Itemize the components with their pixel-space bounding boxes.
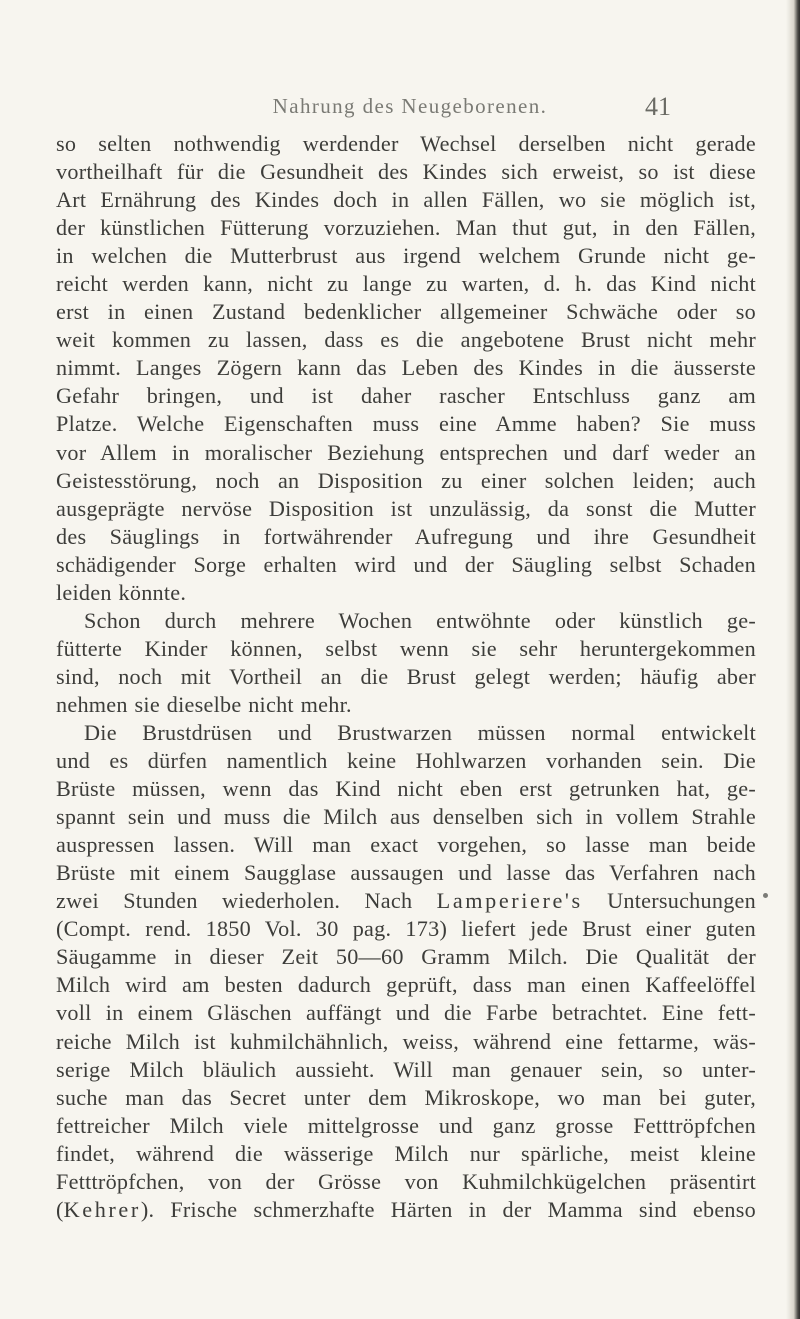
text-line: fütterte Kinder können, selbst wenn sie sehr heruntergekommen — [56, 635, 756, 661]
text-line: serige Milch bläulich aussieht. Will man genauer sein, so unter- — [56, 1056, 756, 1082]
text-line: reicht werden kann, nicht zu lange zu warten, d. h. das Kind nicht — [56, 271, 756, 297]
text-line: erst in einen Zustand bedenklicher allgemeiner Schwäche oder so — [56, 299, 756, 325]
text-line: Platze. Welche Eigenschaften muss eine Amme haben? Sie muss — [56, 411, 756, 437]
text-line: suche man das Secret unter dem Mikroskope, wo man bei guter, — [56, 1084, 756, 1110]
text-line: und es dürfen namentlich keine Hohlwarzen vorhanden sein. Die — [56, 748, 756, 774]
text-line: Die Brustdrüsen und Brustwarzen müssen normal entwickelt — [84, 719, 756, 745]
text-line: des Säuglings in fortwährender Aufregung und ihre Gesundheit — [56, 523, 756, 549]
margin-dot — [763, 893, 768, 898]
running-title: Nahrung des Neugeborenen. — [272, 94, 548, 118]
text-line: (Compt. rend. 1850 Vol. 30 pag. 173) liefert jede Brust einer guten — [56, 916, 756, 942]
text-line: reiche Milch ist kuhmilchähnlich, weiss, während eine fettarme, wäs- — [56, 1028, 756, 1054]
text-line: so selten nothwendig werdender Wechsel derselben nicht gerade — [56, 131, 756, 156]
page-number: 41 — [645, 92, 671, 121]
line-text: zwei Stunden wiederholen. Nach — [56, 888, 437, 914]
text-line: vor Allem in moralischer Beziehung entsprechen und darf weder an — [56, 439, 756, 465]
text-line: fettreicher Milch viele mittelgrosse und ganz grosse Fetttröpfchen — [56, 1112, 756, 1138]
text-line: sind, noch mit Vortheil an die Brust gelegt werden; häufig aber — [56, 663, 756, 689]
body-text — [56, 130, 756, 1224]
cited-author-name: Lamperiere's — [436, 888, 583, 914]
text-line-with-author — [56, 1196, 756, 1224]
text-line: Gefahr bringen, und ist daher rascher Entschluss ganz am — [56, 383, 756, 409]
text-line: in welchen die Mutterbrust aus irgend welchem Grunde nicht ge- — [56, 243, 756, 269]
line-text: Untersuchungen — [582, 888, 756, 914]
text-line: weit kommen zu lassen, dass es die angebotene Brust nicht mehr — [56, 327, 756, 353]
page-edge-shadow — [786, 0, 800, 1319]
text-line: der künstlichen Fütterung vorzuziehen. Man thut gut, in den Fällen, — [56, 215, 756, 241]
text-line: Geistesstörung, noch an Disposition zu einer solchen leiden; auch — [56, 467, 756, 493]
text-line: Säugamme in dieser Zeit 50—60 Gramm Milch. Die Qualität der — [56, 944, 756, 970]
text-line: Brüste mit einem Saugglase aussaugen und lasse das Verfahren nach — [56, 860, 756, 886]
text-line: Art Ernährung des Kindes doch in allen Fällen, wo sie möglich ist, — [56, 187, 756, 213]
text-line: auspressen lassen. Will man exact vorgehen, so lasse man beide — [56, 832, 756, 858]
text-line: Schon durch mehrere Wochen entwöhnte oder künstlich ge- — [84, 607, 756, 633]
text-line: leiden könnte. — [56, 579, 187, 605]
text-line: voll in einem Gläschen auffängt und die Farbe betrachtet. Eine fett- — [56, 1000, 756, 1026]
text-line-with-citation — [56, 887, 756, 915]
text-line: Milch wird am besten dadurch geprüft, dass man einen Kaffeelöffel — [56, 972, 756, 998]
text-line: nehmen sie dieselbe nicht mehr. — [56, 691, 352, 717]
text-line: spannt sein und muss die Milch aus denselben sich in vollem Strahle — [56, 804, 756, 830]
text-line: vortheilhaft für die Gesundheit des Kindes sich erweist, so ist diese — [56, 159, 756, 185]
text-line: findet, während die wässerige Milch nur spärliche, meist kleine — [56, 1140, 756, 1166]
text-line: ausgeprägte nervöse Disposition ist unzulässig, da sonst die Mutter — [56, 495, 756, 521]
line-text: ). Frische schmerzhafte Härten in der Mamma sind ebenso — [140, 1196, 756, 1222]
cited-author-name: Kehrer — [63, 1196, 141, 1222]
line-text: ( — [56, 1196, 64, 1222]
text-line: schädigender Sorge erhalten wird und der Säugling selbst Schaden — [56, 551, 756, 577]
text-line: Brüste müssen, wenn das Kind nicht eben erst getrunken hat, ge- — [56, 776, 756, 802]
text-line: nimmt. Langes Zögern kann das Leben des Kindes in die äusserste — [56, 355, 756, 381]
text-line: Fetttröpfchen, von der Grösse von Kuhmilchkügelchen präsentirt — [56, 1168, 756, 1194]
page-header — [0, 92, 800, 132]
